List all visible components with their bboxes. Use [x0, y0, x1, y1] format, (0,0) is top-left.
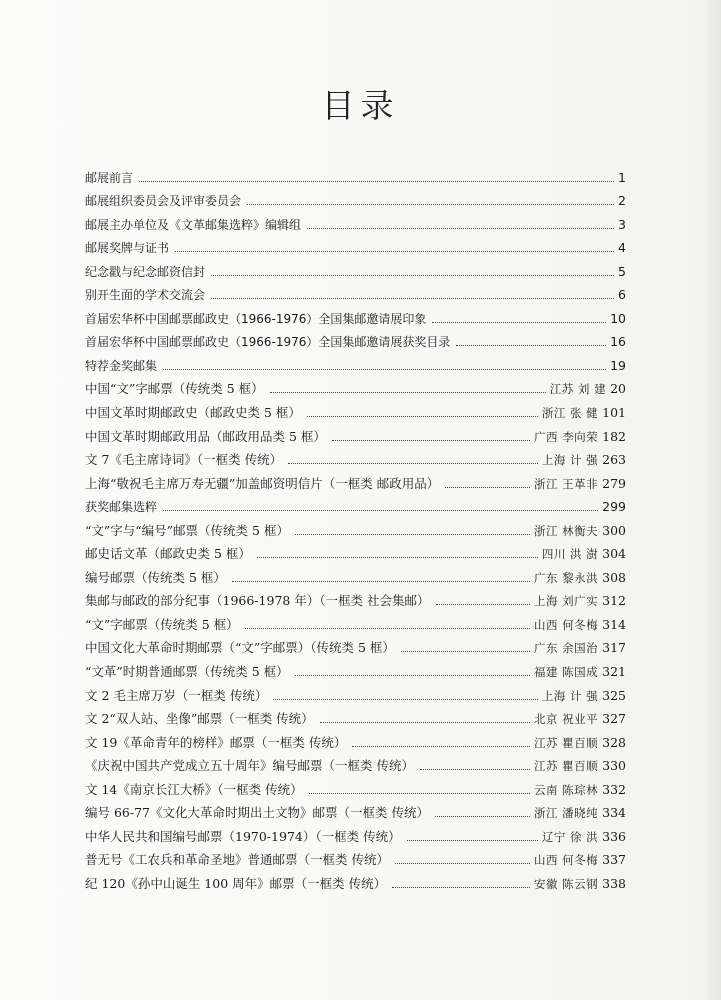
toc-entry[interactable]	[85, 303, 626, 327]
toc-entry-page-number: 279	[602, 475, 626, 491]
toc-entry[interactable]	[85, 821, 626, 845]
toc-entry-title: 编号邮票（传统类 5 框）	[85, 569, 226, 585]
dot-leader	[288, 463, 538, 464]
toc-entry-author: 广东 余国治	[533, 641, 599, 656]
toc-entry-page-number: 10	[610, 310, 626, 326]
toc-entry-title: 首届宏华杯中国邮票邮政史（1966-1976）全国集邮邀请展获奖目录	[85, 335, 451, 350]
toc-entry[interactable]	[85, 774, 626, 798]
dot-leader	[295, 675, 530, 676]
toc-entry[interactable]	[85, 539, 626, 563]
dot-leader	[432, 322, 606, 323]
dot-leader	[232, 581, 530, 582]
dot-leader	[456, 345, 606, 346]
dot-leader	[307, 228, 614, 229]
toc-entry[interactable]	[85, 704, 626, 728]
toc-entry[interactable]	[85, 468, 626, 492]
toc-entry-title: 文 19《革命青年的榜样》邮票（一框类 传统）	[85, 734, 347, 750]
toc-entry[interactable]	[85, 609, 626, 633]
toc-entry[interactable]	[85, 233, 626, 257]
toc-entry-title: 编号 66-77《文化大革命时期出土文物》邮票（一框类 传统）	[85, 805, 429, 821]
toc-entry-title: 中国“文”字邮票（传统类 5 框）	[85, 381, 264, 397]
dot-leader	[407, 840, 538, 841]
toc-entry-page-number: 6	[618, 287, 626, 303]
toc-entry-page-number: 327	[602, 711, 626, 727]
toc-entry-author: 安徽 陈云钢	[533, 876, 599, 891]
toc-entry[interactable]	[85, 280, 626, 304]
toc-entry[interactable]	[85, 656, 626, 680]
toc-entry-author: 江苏 刘 建	[549, 382, 607, 397]
toc-entry[interactable]	[85, 256, 626, 280]
toc-entry[interactable]	[85, 397, 626, 421]
toc-entry-title: 文 7《毛主席诗词》（一框类 传统）	[85, 452, 283, 468]
toc-entry-title: 中国文革时期邮政用品（邮政用品类 5 框）	[85, 428, 326, 444]
dot-leader	[435, 816, 530, 817]
toc-entry[interactable]	[85, 633, 626, 657]
toc-entry[interactable]	[85, 162, 626, 186]
toc-entry[interactable]	[85, 209, 626, 233]
toc-entry-page-number: 312	[602, 593, 626, 609]
toc-entry-author: 四川 洪 澍	[541, 547, 599, 562]
dot-leader	[332, 440, 530, 441]
dot-leader	[211, 298, 614, 299]
toc-entry-author: 上海 计 强	[541, 688, 599, 703]
dot-leader	[436, 604, 530, 605]
toc-entry-title: “文”字与“编号”邮票（传统类 5 框）	[85, 522, 289, 538]
toc-entry[interactable]	[85, 845, 626, 869]
dot-leader	[163, 369, 606, 370]
toc-entry-title: 获奖邮集选粹	[85, 500, 158, 515]
toc-entry-page-number: 328	[602, 734, 626, 750]
toc-entry-title: 邮史话文革（邮政史类 5 框）	[85, 546, 251, 562]
toc-entry[interactable]	[85, 327, 626, 351]
toc-entry-title: 邮展前言	[85, 170, 134, 185]
toc-entry-page-number: 317	[602, 640, 626, 656]
page-edge-shadow	[703, 0, 721, 1000]
toc-entry-title: 特荐金奖邮集	[85, 358, 158, 373]
toc-entry-author: 浙江 张 健	[541, 406, 599, 421]
toc-entry-title: 集邮与邮政的部分纪事（1966-1978 年）（一框类 社会集邮）	[85, 593, 430, 609]
toc-entry-title: 邮展主办单位及《文革邮集选粹》编辑组	[85, 217, 302, 232]
toc-entry-title: 文 2 毛主席万岁（一框类 传统）	[85, 687, 268, 703]
dot-leader	[257, 557, 538, 558]
dot-leader	[309, 793, 530, 794]
toc-entry-author: 上海 刘广实	[533, 594, 599, 609]
dot-leader	[307, 416, 538, 417]
toc-entry-title: 首届宏华杯中国邮票邮政史（1966-1976）全国集邮邀请展印象	[85, 311, 427, 326]
dot-leader	[401, 651, 530, 652]
toc-entry-title: 文 2“双人站、坐像”邮票（一框类 传统）	[85, 711, 314, 727]
toc-entry-page-number: 321	[602, 664, 626, 680]
toc-entry-page-number: 330	[602, 758, 626, 774]
toc-entry-page-number: 19	[610, 357, 626, 373]
toc-entry-author: 辽宁 徐 洪	[541, 829, 599, 844]
toc-entry-author: 浙江 林衡夫	[533, 523, 599, 538]
toc-entry-title: 普无号《工农兵和革命圣地》普通邮票（一框类 传统）	[85, 852, 389, 868]
toc-entry[interactable]	[85, 350, 626, 374]
toc-entry[interactable]	[85, 798, 626, 822]
toc-entry-page-number: 334	[602, 805, 626, 821]
toc-entry-page-number: 182	[602, 428, 626, 444]
toc-entry-page-number: 263	[602, 452, 626, 468]
table-of-contents	[85, 162, 626, 892]
toc-entry-author: 江苏 瞿百顺	[533, 735, 599, 750]
toc-entry[interactable]	[85, 374, 626, 398]
toc-entry-page-number: 304	[602, 546, 626, 562]
toc-entry-title: 中华人民共和国编号邮票（1970-1974）（一框类 传统）	[85, 828, 401, 844]
toc-entry-page-number: 325	[602, 687, 626, 703]
toc-entry-author: 福建 陈国成	[533, 665, 599, 680]
dot-leader	[420, 769, 530, 770]
dot-leader	[163, 510, 598, 511]
toc-entry-author: 山西 何冬梅	[533, 617, 599, 632]
toc-entry[interactable]	[85, 680, 626, 704]
dot-leader	[139, 181, 614, 182]
toc-entry-title: 纪念戳与纪念邮资信封	[85, 264, 206, 279]
toc-entry-page-number: 336	[602, 828, 626, 844]
page-title: 目录	[321, 86, 400, 125]
toc-entry-page-number: 308	[602, 569, 626, 585]
toc-entry-author: 广东 黎永洪	[533, 570, 599, 585]
toc-entry-page-number: 1	[618, 169, 626, 185]
toc-entry-page-number: 16	[610, 334, 626, 350]
toc-entry-author: 北京 祝业平	[533, 712, 599, 727]
toc-entry[interactable]	[85, 492, 626, 516]
dot-leader	[270, 392, 546, 393]
toc-entry-page-number: 20	[610, 381, 626, 397]
dot-leader	[175, 251, 614, 252]
dot-leader	[247, 204, 614, 205]
dot-leader	[211, 275, 614, 276]
toc-entry-page-number: 101	[602, 405, 626, 421]
toc-entry-title: 别开生面的学术交流会	[85, 288, 206, 303]
toc-entry[interactable]	[85, 751, 626, 775]
toc-entry-title: 邮展奖牌与证书	[85, 241, 170, 256]
toc-entry-page-number: 332	[602, 781, 626, 797]
toc-entry-page-number: 2	[618, 193, 626, 209]
toc-entry[interactable]	[85, 515, 626, 539]
toc-entry-title: 中国文化大革命时期邮票（“文”字邮票）（传统类 5 框）	[85, 640, 395, 656]
toc-entry-author: 云南 陈琮林	[533, 782, 599, 797]
dot-leader	[320, 722, 530, 723]
toc-entry-author: 浙江 潘晓纯	[533, 806, 599, 821]
toc-entry-page-number: 314	[602, 616, 626, 632]
toc-entry[interactable]	[85, 562, 626, 586]
toc-entry-author: 山西 何冬梅	[533, 853, 599, 868]
toc-entry-page-number: 4	[618, 240, 626, 256]
toc-entry-page-number: 300	[602, 522, 626, 538]
dot-leader	[295, 534, 530, 535]
toc-entry-title: 文 14《南京长江大桥》（一框类 传统）	[85, 781, 303, 797]
toc-entry[interactable]	[85, 727, 626, 751]
toc-entry-page-number: 338	[602, 875, 626, 891]
toc-entry-title: 邮展组织委员会及评审委员会	[85, 194, 242, 209]
toc-entry-title: “文革”时期普通邮票（传统类 5 框）	[85, 664, 289, 680]
dot-leader	[273, 699, 537, 700]
toc-entry-page-number: 337	[602, 852, 626, 868]
toc-entry-title: 上海“敬祝毛主席万寿无疆”加盖邮资明信片（一框类 邮政用品）	[85, 475, 440, 491]
toc-entry-page-number: 3	[618, 216, 626, 232]
toc-entry-page-number: 5	[618, 263, 626, 279]
toc-entry-page-number: 299	[602, 499, 626, 515]
toc-entry[interactable]	[85, 586, 626, 610]
dot-leader	[352, 746, 530, 747]
toc-entry-author: 浙江 王革非	[533, 476, 599, 491]
toc-entry-title: “文”字邮票（传统类 5 框）	[85, 616, 239, 632]
dot-leader	[245, 628, 530, 629]
toc-entry-title: 纪 120《孙中山诞生 100 周年》邮票（一框类 传统）	[85, 875, 387, 891]
toc-entry[interactable]	[85, 445, 626, 469]
dot-leader	[392, 887, 530, 888]
toc-entry-author: 广西 李向荣	[533, 429, 599, 444]
toc-entry[interactable]	[85, 186, 626, 210]
toc-entry-title: 《庆祝中国共产党成立五十周年》编号邮票（一框类 传统）	[85, 758, 414, 774]
toc-entry[interactable]	[85, 868, 626, 892]
dot-leader	[445, 487, 530, 488]
toc-entry[interactable]	[85, 421, 626, 445]
toc-entry-title: 中国文革时期邮政史（邮政史类 5 框）	[85, 405, 301, 421]
toc-entry-author: 上海 计 强	[541, 453, 599, 468]
dot-leader	[395, 863, 530, 864]
toc-entry-author: 江苏 瞿百顺	[533, 759, 599, 774]
